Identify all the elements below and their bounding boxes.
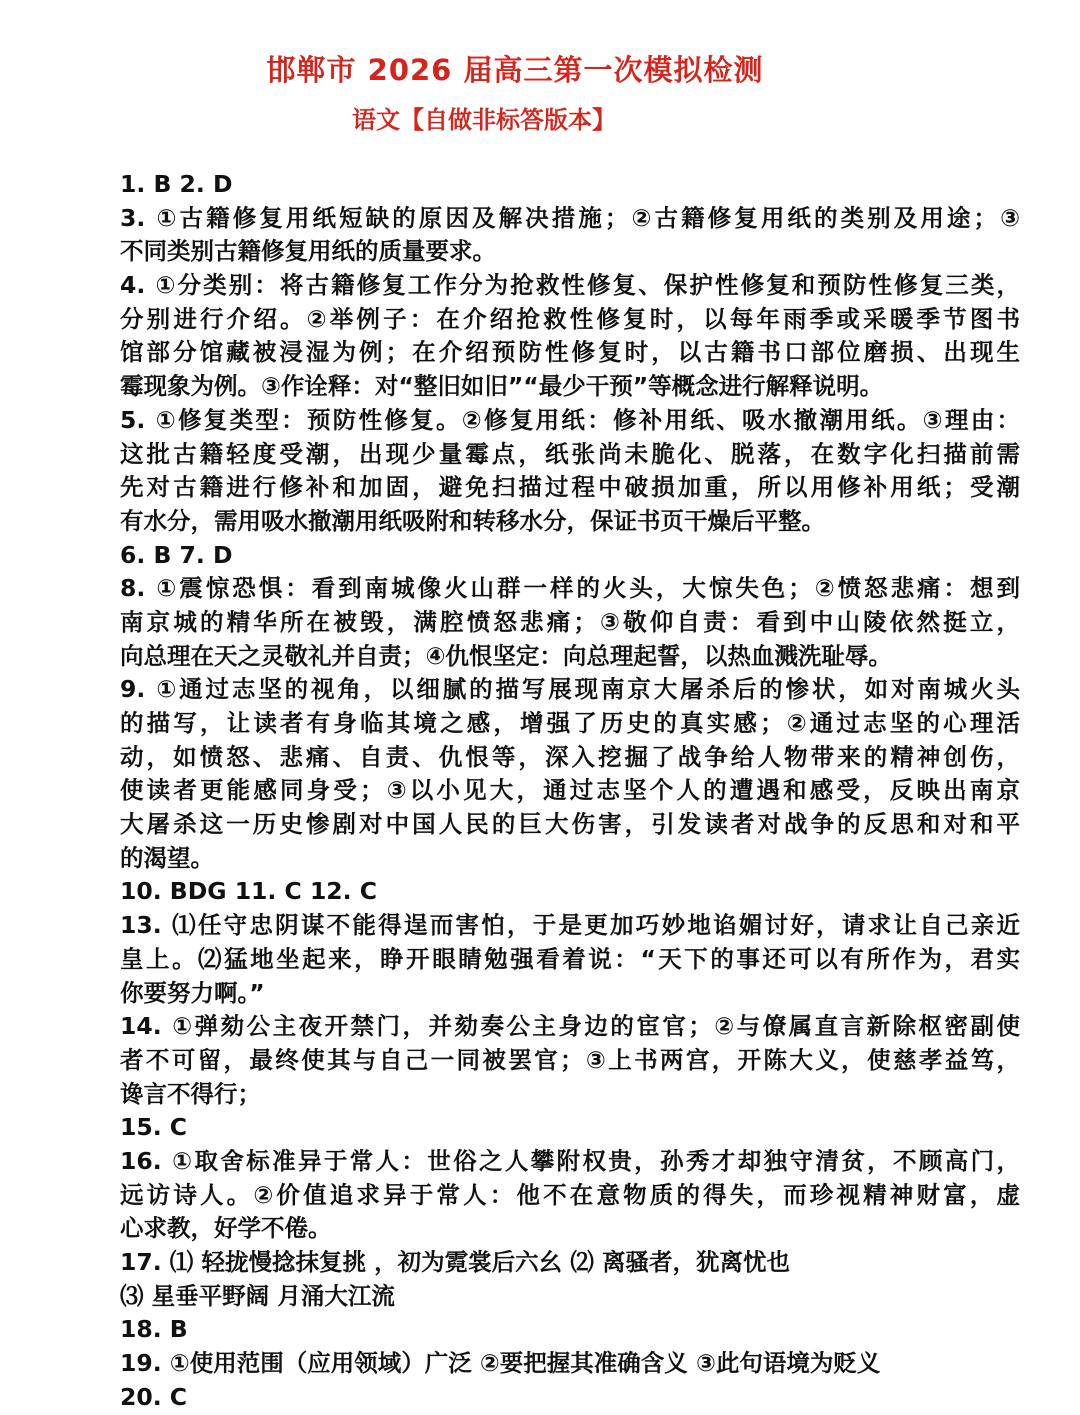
answer-line: 10. BDG 11. C 12. C: [120, 877, 377, 906]
answer-line: 15. C: [120, 1113, 188, 1142]
answer-line: 大屠杀这一历史惨剧对中国人民的巨大伤害，引发读者对战争的反思和对和平: [120, 810, 1020, 839]
answer-line: 18. B: [120, 1315, 188, 1344]
answer-line: 动，如愤怒、悲痛、自责、仇恨等，深入挖掘了战争给人物带来的精神创伤，: [120, 742, 1020, 771]
answer-line: 远访诗人。②价值追求异于常人：他不在意物质的得失，而珍视精神财富，虚: [120, 1180, 1020, 1209]
answer-line: 皇上。⑵猛地坐起来，睁开眼睛勉强看着说：“天下的事还可以有所作为，君实: [120, 944, 1020, 973]
answer-line: 14. ①弹劾公主夜开禁门，并劾奏公主身边的宦官；②与僚属直言新除枢密副使: [120, 1012, 1020, 1041]
answer-line: ⑶ 星垂平野阔 月涌大江流: [120, 1281, 395, 1310]
answer-line: 的渴望。: [120, 843, 214, 872]
answer-line: 有水分，需用吸水撤潮用纸吸附和转移水分，保证书页干燥后平整。: [120, 506, 825, 535]
answer-line: 的描写，让读者有身临其境之感，增强了历史的真实感；②通过志坚的心理活: [120, 709, 1020, 737]
answer-line: 南京城的精华所在被毁，满腔愤怒悲痛；③敬仰自责：看到中山陵依然挺立，: [120, 607, 1020, 636]
answer-line: 使读者更能感同身受；③以小见大，通过志坚个人的遭遇和感受，反映出南京: [120, 776, 1020, 805]
answer-line: 馆部分馆藏被浸湿为例；在介绍预防性修复时，以古籍书口部位磨损、出现生: [120, 338, 1020, 367]
document-title: 邯郸市 2026 届高三第一次模拟检测: [266, 53, 764, 87]
answer-line: 16. ①取舍标准异于常人：世俗之人攀附权贵，孙秀才却独守清贫，不顾高门，: [120, 1146, 1020, 1175]
answer-line: 这批古籍轻度受潮，出现少量霉点，纸张尚未脆化、脱落，在数字化扫描前需: [120, 439, 1020, 468]
answer-line: 6. B 7. D: [120, 540, 233, 569]
answer-line: 19. ①使用范围（应用领域）广泛 ②要把握其准确含义 ③此句语境为贬义: [120, 1349, 881, 1378]
answer-body: [120, 168, 1020, 1414]
answer-line: 先对古籍进行修补和加固，避免扫描过程中破损加重，所以用修补用纸；受潮: [120, 473, 1020, 502]
answer-line: 你要努力啊。”: [120, 978, 265, 1007]
answer-line: 5. ①修复类型：预防性修复。②修复用纸：修补用纸、吸水撤潮用纸。③理由：: [120, 405, 1020, 434]
answer-line: 8. ①震惊恐惧：看到南城像火山群一样的火头，大惊失色；②愤怒悲痛：想到: [120, 574, 1020, 603]
document-subtitle: 语文【自做非标答版本】: [352, 106, 616, 134]
answer-line: 17. ⑴ 轻拢慢捻抹复挑 ，初为霓裳后六幺 ⑵ 离骚者，犹离忧也: [120, 1248, 791, 1276]
answer-line: 心求教，好学不倦。: [120, 1214, 332, 1243]
answer-line: 分别进行介绍。②举例子：在介绍抢救性修复时，以每年雨季或采暖季节图书: [120, 304, 1020, 333]
answer-line: 不同类别古籍修复用纸的质量要求。: [120, 237, 496, 266]
answer-line: 20. C: [120, 1382, 188, 1411]
answer-line: 13. ⑴任守忠阴谋不能得逞而害怕，于是更加巧妙地谄媚讨好，请求让自己亲近: [120, 911, 1020, 940]
answer-line: 霉现象为例。③作诠释：对“整旧如旧”“最少干预”等概念进行解释说明。: [120, 372, 884, 401]
answer-line: 1. B 2. D: [120, 170, 233, 198]
answer-line: 者不可留，最终使其与自己一同被罢官；③上书两宫，开陈大义，使慈孝益笃，: [120, 1045, 1020, 1074]
answer-line: 向总理在天之灵敬礼并自责；④仇恨坚定：向总理起誓，以热血溅洗耻辱。: [120, 641, 892, 670]
answer-line: 9. ①通过志坚的视角，以细腻的描写展现南京大屠杀后的惨状，如对南城火头: [120, 675, 1020, 704]
answer-line: 谗言不得行；: [120, 1079, 261, 1108]
answer-line: 4. ①分类别：将古籍修复工作分为抢救性修复、保护性修复和预防性修复三类，: [120, 271, 1020, 300]
answer-line: 3. ①古籍修复用纸短缺的原因及解决措施；②古籍修复用纸的类别及用途；③: [120, 203, 1020, 232]
